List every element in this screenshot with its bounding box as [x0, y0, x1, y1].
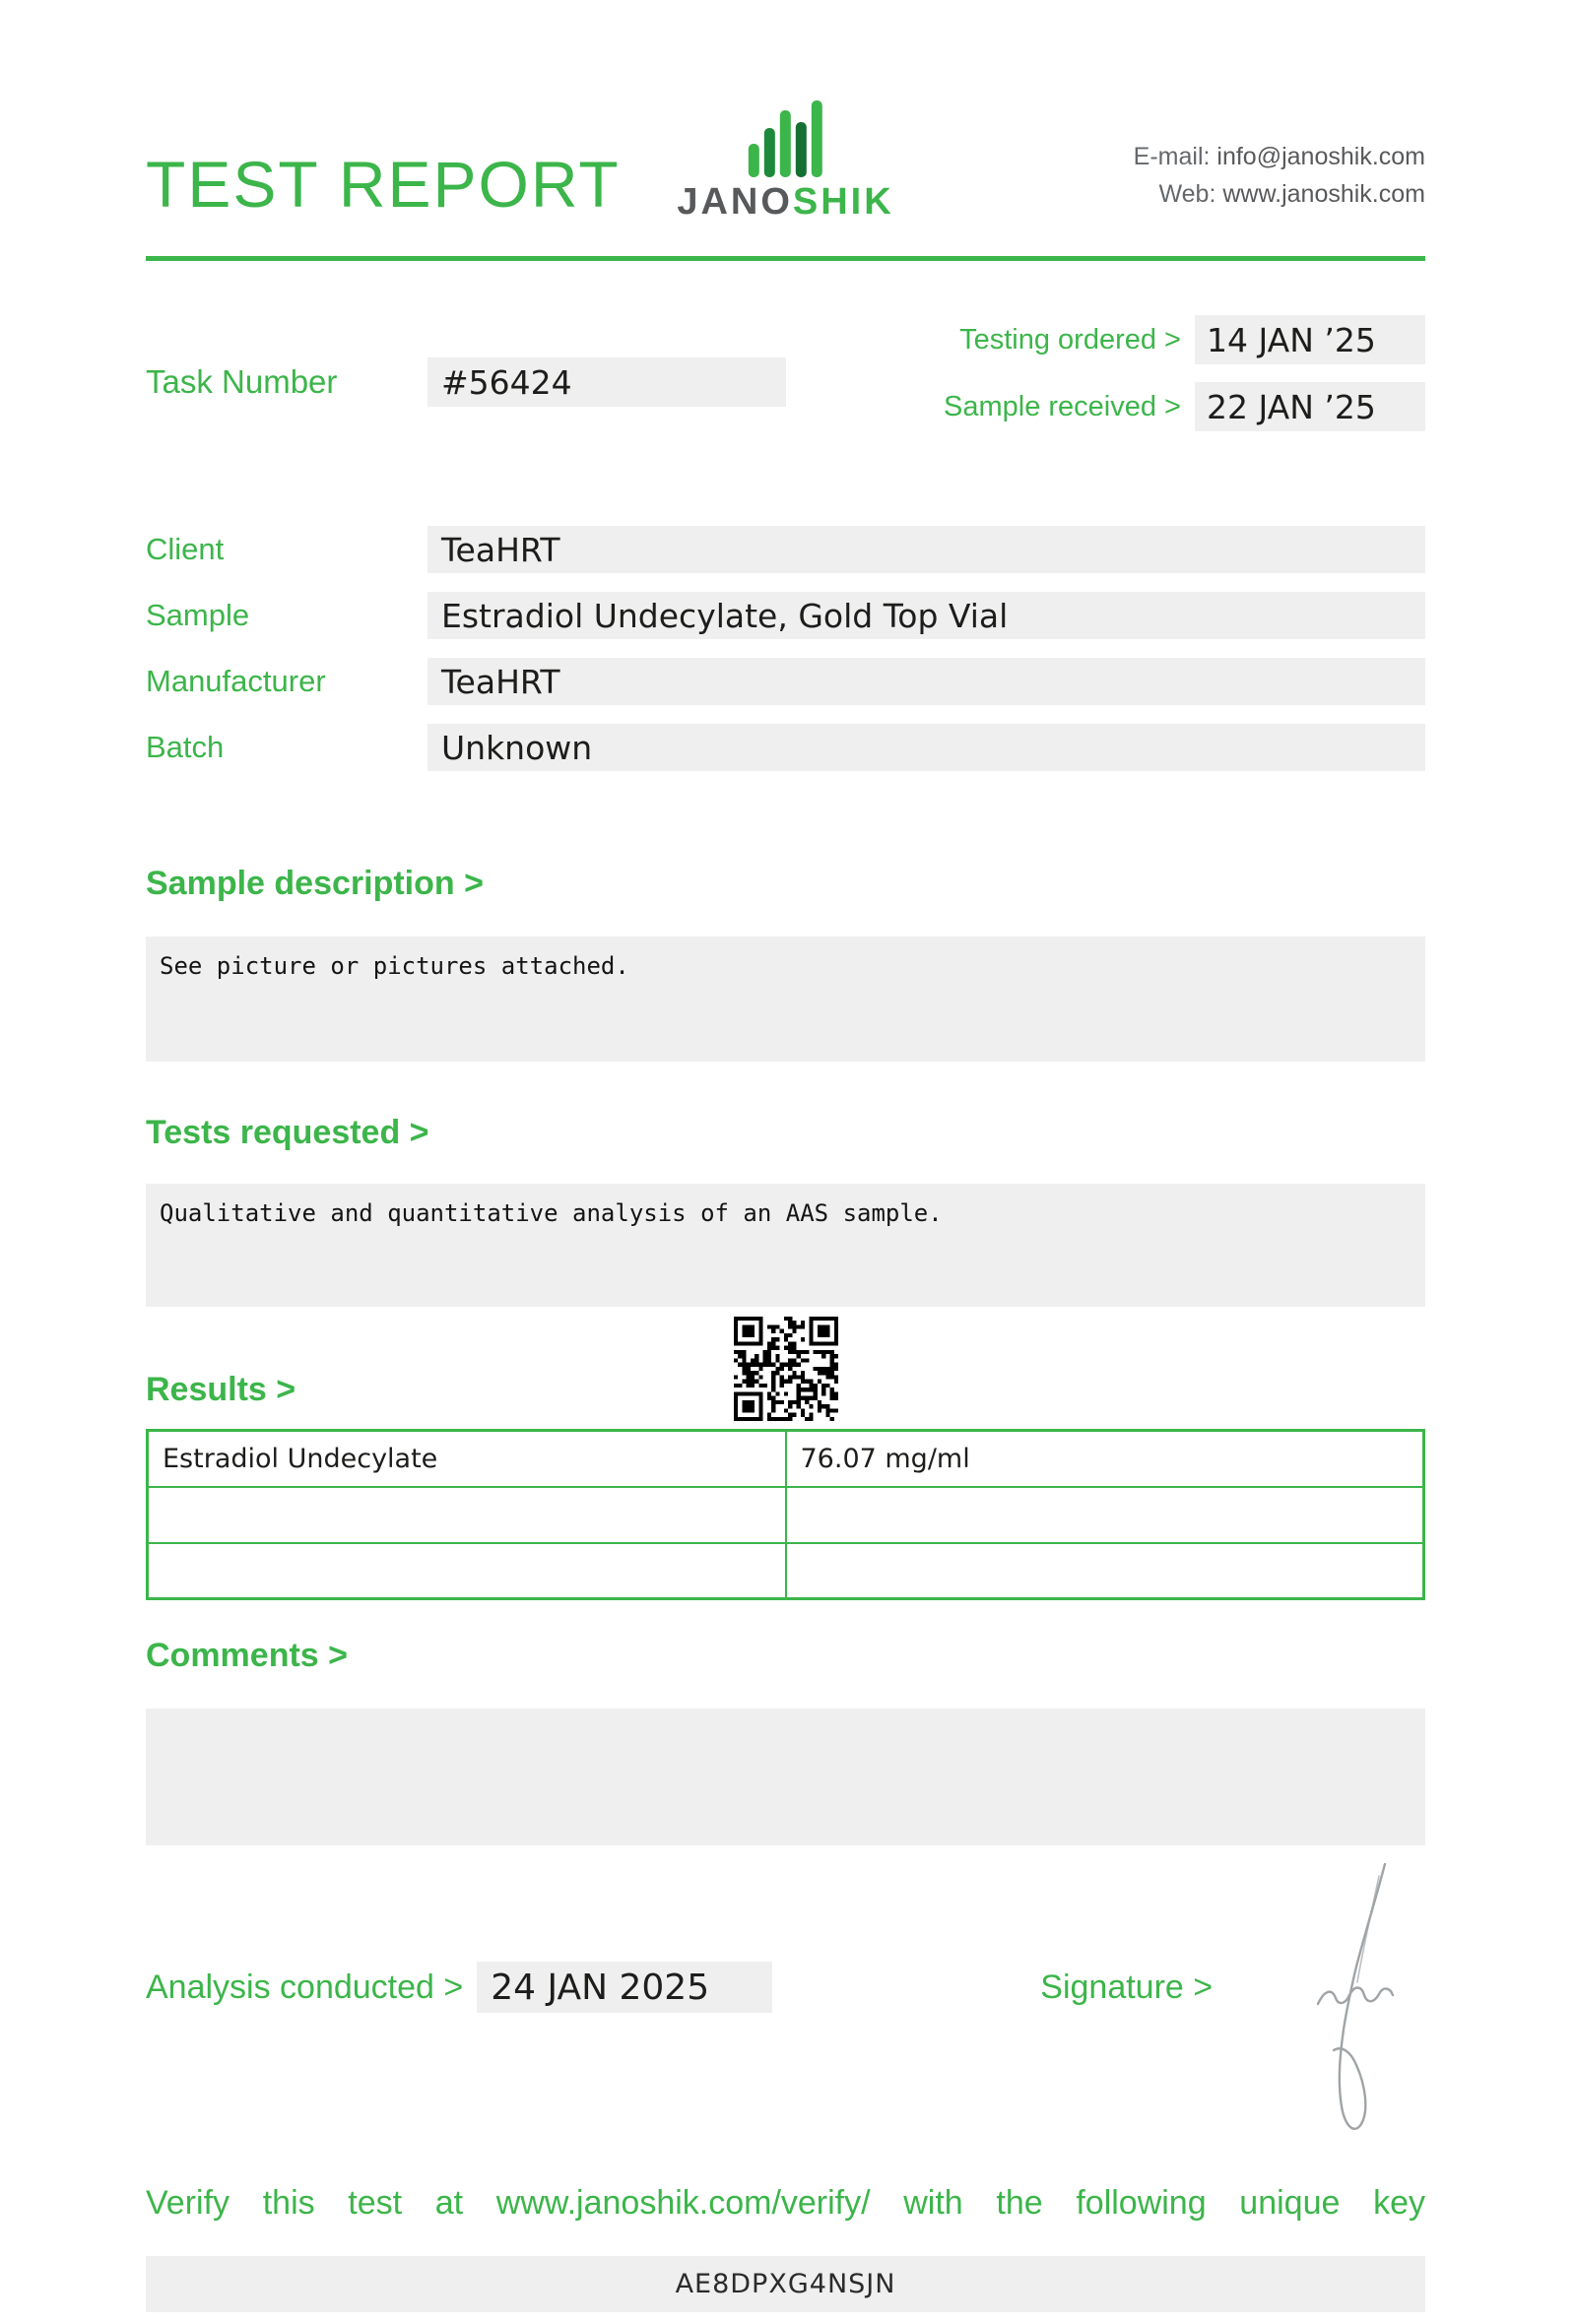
testing-ordered-row	[944, 315, 1425, 364]
email-address: info@janoshik.com	[1216, 143, 1425, 170]
logo-bar-chart-icon	[727, 98, 845, 177]
info-row-sample	[146, 592, 1425, 639]
qr-code	[734, 1317, 838, 1421]
signature-label: Signature >	[1040, 1968, 1214, 2006]
batch-label: Batch	[146, 730, 225, 764]
result-concentration	[786, 1487, 1424, 1543]
report-header	[146, 0, 1425, 226]
tests-requested-box: Qualitative and quantitative analysis of an AAS sample.	[146, 1184, 1425, 1307]
sample-value: Estradiol Undecylate, Gold Top Vial	[427, 592, 1425, 639]
footer-row	[146, 1962, 1425, 2013]
result-concentration: 76.07 mg/ml	[786, 1431, 1424, 1487]
task-number-row	[146, 315, 786, 449]
result-substance	[148, 1487, 786, 1543]
results-row	[148, 1431, 1424, 1487]
task-section	[146, 315, 1425, 449]
sample-description-box: See picture or pictures attached.	[146, 936, 1425, 1062]
results-table	[146, 1429, 1425, 1600]
comments-heading: Comments >	[146, 1637, 348, 1674]
sample-received-row	[944, 382, 1425, 431]
contact-email-line	[1134, 138, 1425, 175]
manufacturer-value: TeaHRT	[427, 658, 1425, 705]
email-label: E-mail:	[1133, 143, 1211, 170]
web-address: www.janoshik.com	[1222, 180, 1425, 208]
verify-text: Verify this test at www.janoshik.com/verify/ with the following unique key	[146, 2184, 1425, 2222]
comments-box	[146, 1709, 1425, 1845]
analysis-conducted-label: Analysis conducted >	[146, 1968, 464, 2006]
result-concentration	[786, 1543, 1424, 1599]
result-substance: Estradiol Undecylate	[148, 1431, 786, 1487]
results-row	[148, 1543, 1424, 1599]
info-row-client	[146, 526, 1425, 573]
results-heading: Results >	[146, 1371, 296, 1408]
batch-value: Unknown	[427, 724, 1425, 771]
web-label: Web:	[1158, 180, 1216, 208]
result-substance	[148, 1543, 786, 1599]
header-divider	[146, 256, 1425, 261]
page-title: TEST REPORT	[146, 148, 621, 221]
task-number-value: #56424	[427, 357, 786, 407]
results-row	[148, 1487, 1424, 1543]
testing-ordered-label: Testing ordered >	[959, 323, 1181, 355]
sample-received-date: 22 JAN ’25	[1195, 382, 1425, 431]
sample-info-section	[146, 526, 1425, 771]
task-number-label: Task Number	[146, 363, 338, 400]
contact-web-line	[1134, 175, 1425, 213]
client-label: Client	[146, 532, 225, 566]
manufacturer-label: Manufacturer	[146, 664, 326, 698]
sample-description-heading: Sample description >	[146, 865, 484, 902]
sample-received-label: Sample received >	[944, 390, 1181, 422]
client-value: TeaHRT	[427, 526, 1425, 573]
info-row-batch	[146, 724, 1425, 771]
dates-block	[944, 315, 1425, 449]
sample-label: Sample	[146, 598, 250, 632]
info-row-manufacturer	[146, 658, 1425, 705]
logo-text-jano: JANO	[677, 181, 793, 223]
verify-key: AE8DPXG4NSJN	[146, 2256, 1425, 2312]
janoshik-logo	[677, 98, 893, 221]
logo-wordmark	[677, 183, 893, 221]
contact-block	[1134, 138, 1425, 213]
analysis-date: 24 JAN 2025	[477, 1962, 772, 2013]
tests-requested-heading: Tests requested >	[146, 1114, 429, 1151]
results-header	[146, 1317, 1425, 1425]
logo-text-shik: SHIK	[792, 181, 894, 223]
testing-ordered-date: 14 JAN ’25	[1195, 315, 1425, 364]
